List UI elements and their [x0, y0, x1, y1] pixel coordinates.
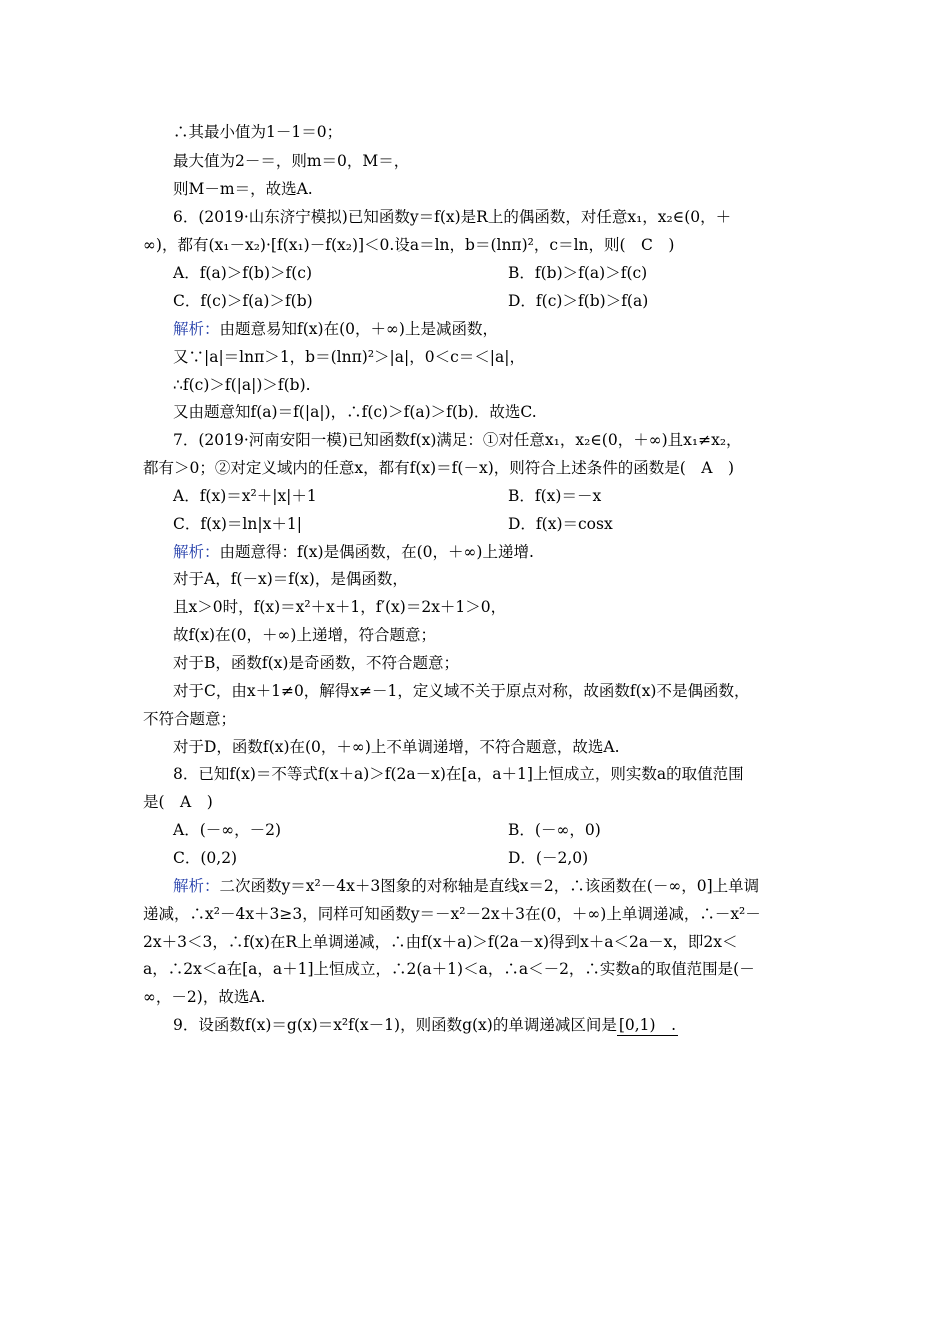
question-7-stem-cont: 都有＞0；②对定义域内的任意x，都有f(x)＝f(－x)，则符合上述条件的函数是( A )	[143, 459, 735, 477]
solution-line: 对于A，f(－x)＝f(x)，是偶函数，	[173, 570, 408, 588]
text-line: 最大值为2－＝，则m＝0，M＝，	[173, 152, 410, 170]
option-a: A．f(x)＝x²＋|x|＋1	[173, 487, 317, 505]
question-8-stem: 8．已知f(x)＝不等式f(x＋a)＞f(2a－x)在[a，a＋1]上恒成立，则实数a的取值范围	[173, 765, 744, 783]
solution-line: 解析：由题意得：f(x)是偶函数，在(0，＋∞)上递增.	[173, 543, 534, 561]
option-d: D．(－2,0)	[508, 849, 589, 867]
solution-line: 又由题意知f(a)＝f(|a|)，∴f(c)＞f(a)＞f(b)．故选C.	[173, 403, 537, 421]
question-6-stem: 6．(2019·山东济宁模拟)已知函数y＝f(x)是R上的偶函数，对任意x₁，x₂∈(0，＋	[173, 208, 732, 226]
solution-line: 又∵|a|＝lnπ＞1，b＝(lnπ)²＞|a|，0＜c＝＜|a|，	[173, 348, 525, 366]
option-c: C．f(x)＝ln|x＋1|	[173, 515, 302, 533]
text-line: 则M－m＝，故选A.	[173, 180, 313, 198]
solution-line: 2x＋3＜3，∴f(x)在R上单调递减，∴由f(x＋a)＞f(2a－x)得到x＋a＜2a－x，即2x＜	[143, 933, 738, 951]
solution-label: 解析：	[173, 543, 220, 561]
option-d: D．f(c)＞f(b)＞f(a)	[508, 292, 649, 310]
solution-line: 解析：由题意易知f(x)在(0，＋∞)上是减函数，	[173, 320, 498, 338]
option-a: A．(－∞，－2)	[173, 821, 282, 839]
solution-line: 解析：二次函数y＝x²－4x＋3图象的对称轴是直线x＝2，∴该函数在(－∞，0]上单调	[173, 877, 760, 895]
option-d: D．f(x)＝cosx	[508, 515, 613, 533]
solution-line: 且x＞0时，f(x)＝x²＋x＋1，f′(x)＝2x＋1＞0，	[173, 598, 507, 616]
question-8-stem-cont: 是( A )	[143, 793, 213, 811]
solution-line: 不符合题意；	[143, 710, 237, 728]
solution-line: a，∴2x＜a在[a，a＋1]上恒成立，∴2(a＋1)＜a，∴a＜－2，∴实数a的取值范围是(－	[143, 960, 755, 978]
solution-line: 递减，∴x²－4x＋3≥3，同样可知函数y＝－x²－2x＋3在(0，＋∞)上单调递减，∴－x²－	[143, 905, 761, 923]
solution-line: ∞，－2)，故选A.	[143, 988, 266, 1006]
option-c: C．f(c)＞f(a)＞f(b)	[173, 292, 313, 310]
option-b: B．f(b)＞f(a)＞f(c)	[508, 264, 648, 282]
solution-line: 对于D，函数f(x)在(0，＋∞)上不单调递增，不符合题意，故选A.	[173, 738, 620, 756]
solution-line: 对于B，函数f(x)是奇函数，不符合题意；	[173, 654, 459, 672]
solution-line: 对于C，由x＋1≠0，解得x≠－1，定义域不关于原点对称，故函数f(x)不是偶函数，	[173, 682, 750, 700]
solution-label: 解析：	[173, 877, 220, 895]
solution-line: ∴f(c)＞f(|a|)＞f(b).	[173, 376, 311, 394]
option-b: B．(－∞，0)	[508, 821, 601, 839]
text-line: ∴其最小值为1－1＝0；	[173, 123, 343, 141]
question-9-stem: 9．设函数f(x)＝g(x)＝x²f(x－1)，则函数g(x)的单调递减区间是 [0,1) .	[173, 1016, 677, 1034]
solution-label: 解析：	[173, 320, 220, 338]
solution-line: 故f(x)在(0，＋∞)上递增，符合题意；	[173, 626, 436, 644]
question-6-stem-cont: ∞)，都有(x₁－x₂)·[f(x₁)－f(x₂)]＜0.设a＝ln，b＝(lnπ)²，c＝ln，则( C )	[143, 236, 675, 254]
option-a: A．f(a)＞f(b)＞f(c)	[173, 264, 313, 282]
option-c: C．(0,2)	[173, 849, 238, 867]
question-7-stem: 7．(2019·河南安阳一模)已知函数f(x)满足：①对任意x₁，x₂∈(0，＋∞)且x₁≠x₂，	[173, 431, 742, 449]
answer-blank: [0,1) .	[618, 1016, 677, 1034]
option-b: B．f(x)＝－x	[508, 487, 602, 505]
